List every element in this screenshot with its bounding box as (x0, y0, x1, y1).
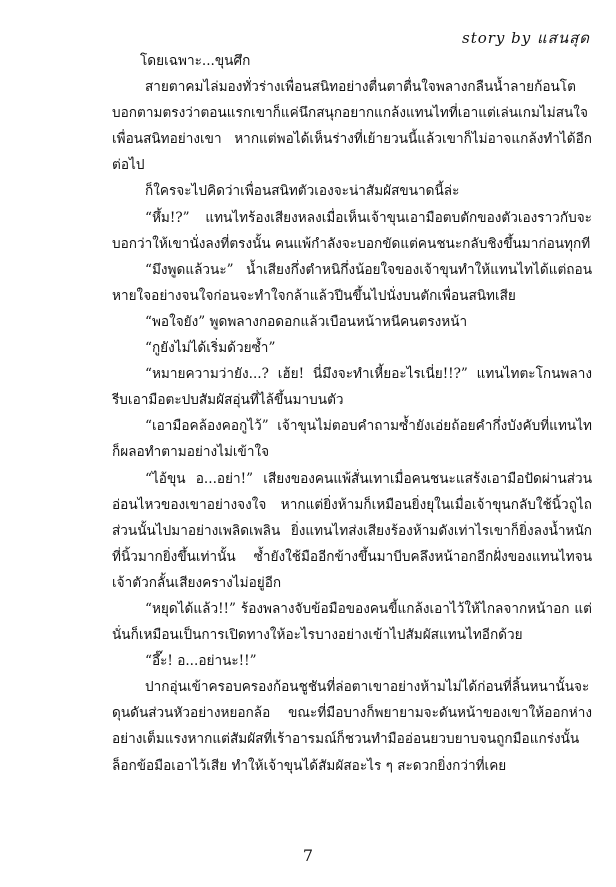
paragraph: ก็ใครจะไปคิดว่าเพื่อนสนิทตัวเองจะน่าสัมผัสขนาดนี้ล่ะ (145, 183, 460, 200)
page-number: 7 (302, 846, 314, 865)
paragraph: “หึ้ม!?” แทนไทร้องเสียงหลงเมื่อเห็นเจ้าขุนเอามือตบตักของตัวเองราวกับจะบอกว่าให้เขานั่งลงที่ตรงนั้น คนแพ้กำลังจะบอกขัดแต่คนชนะกลับชิงขึ้นมาก่อนทุกที (112, 209, 592, 252)
paragraph: “หมายความว่ายัง...? เฮ้ย! นี่มึงจะทำเหี้ยอะไรเนี่ย!!?” แทนไทตะโกนพลางรีบเอามือตะปบสัมผัสอุ่นที่ไล้ขึ้นมาบนตัว (112, 366, 592, 409)
paragraph: “หยุดได้แล้ว!!” ร้องพลางจับข้อมือของคนขี้แกล้งเอาไว้ให้ไกลจากหน้าอก แต่นั่นก็เหมือนเป็นการเปิดทางให้อะไรบางอย่างเข้าไปสัมผัสแทนไทอีกด้วย (112, 600, 592, 644)
paragraph: สายตาคมไล่มองทั่วร่างเพื่อนสนิทอย่างตื่นตาตื่นใจพลางกลืนน้ำลายก้อนโต บอกตามตรงว่าตอนแรกเขาก็แค่นึกสนุกอยากแกล้งแทนไทที่เอาแต่เล่นเกมไม่สนใจเพื่อนสนิทอย่างเขา หากแต่พอได้เห็นร่างที่เย้ายวนนี้แล้วเขาก็ไม่อาจแกล้งทำได้อีกต่อไป (112, 79, 592, 174)
paragraph: “กูยังไม่ได้เริ่มด้วยซ้ำ” (145, 340, 276, 357)
paragraph: “ไอ้ขุน อ...อย่า!” เสียงของคนแพ้สั่นเทาเมื่อคนชนะแสร้งเอามือปัดผ่านส่วนอ่อนไหวของเขาอย่างจงใจ หากแต่ยิ่งห้ามก็เหมือนยิ่งยุในเมื่อเจ้าขุนกลับใช้นิ้วถูไถส่วนนั้นไปมาอย่างเพลิดเพลิน ยิ่งแทนไทส่งเสียงร้องห้ามดังเท่าไรเขาก็ยิ่งลงน้ำหนักที่นิ้วมากยิ่งขึ้นเท่านั้น ซ้ำยังใช้มืออีกข้างขึ้นมาบีบคลึงหน้าอกอีกฝั่งของแทนไทจนเจ้าตัวกลั้นเสียงครางไม่อยู่อีก (112, 470, 592, 591)
paragraph: “อึ๊ะ! อ...อย่านะ!!” (145, 653, 257, 670)
running-header: story by แสนสุด (462, 29, 590, 47)
paragraph: โดยเฉพาะ...ขุนศึก (140, 53, 251, 69)
body-text (112, 48, 592, 779)
paragraph: “พอใจยัง” พูดพลางกอดอกแล้วเบือนหน้าหนีคนตรงหน้า (145, 313, 468, 330)
paragraph: ปากอุ่นเข้าครอบครองก้อนชูชันที่ล่อตาเขาอย่างห้ามไม่ได้ก่อนที่ลิ้นหนานั้นจะดุนดันส่วนหัวอย่างหยอกล้อ ขณะที่มือบางก็พยายามจะดันหน้าของเขาให้ออกห่างอย่างเต็มแรงหากแต่สัมผัสที่เร้าอารมณ์ก็ชวนทำมืออ่อนยวบยาบจนถูกมือแกร่งนั้นล็อกข้อมือเอาไว้เสีย ทำให้เจ้าขุนได้สัมผัสอะไร ๆ สะดวกยิ่งกว่าที่เคย (112, 679, 592, 774)
paragraph: “เอามือคล้องคอกูไว้” เจ้าขุนไม่ตอบคำถามซ้ำยังเอ่ยถ้อยคำกึ่งบังคับที่แทนไทก็ผลอทำตามอย่างไม่เข้าใจ (112, 418, 592, 461)
paragraph: “มึงพูดแล้วนะ” น้ำเสียงกึ่งตำหนิกึ่งน้อยใจของเจ้าขุนทำให้แทนไทได้แต่ถอนหายใจอย่างจนใจก่อนจะทำใจกล้าแล้วปีนขึ้นไปนั่งบนตักเพื่อนสนิทเสีย (112, 261, 592, 304)
